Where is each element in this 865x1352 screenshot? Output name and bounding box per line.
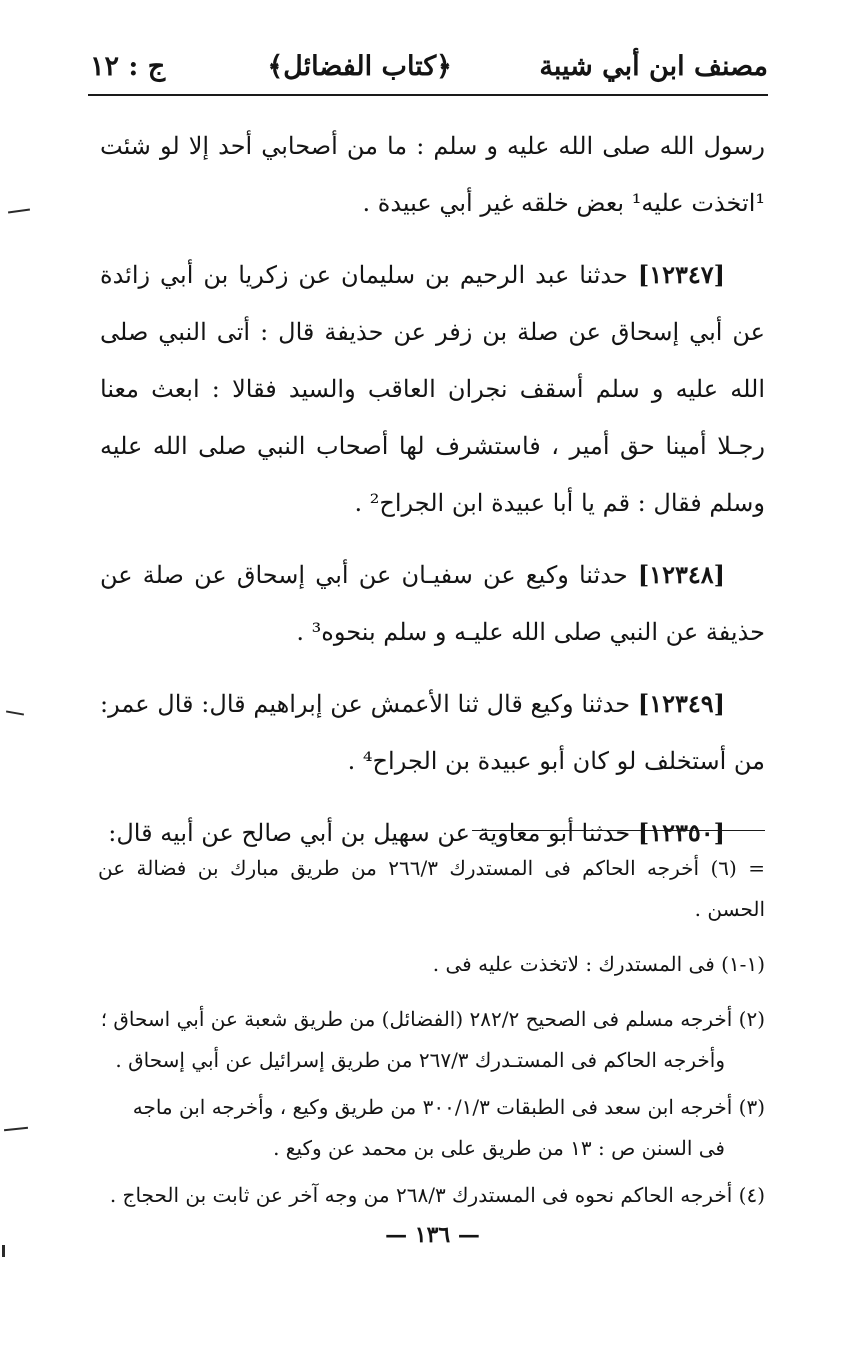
- footnote-2-line-2: وأخرجه الحاكم فى المستـدرك ٢٦٧/٣ من طريق إسرائيل عن أبي إسحاق .: [115, 1048, 725, 1072]
- hadith-text: حدثنا وكيع قال ثنا الأعمش عن إبراهيم قال: قال عمر: من أستخلف لو كان أبو عبيدة بن الجراح⁴ .: [100, 690, 765, 775]
- footnote-continued: = (٦) أخرجه الحاكم فى المستدرك ٢٦٦/٣ من طريق مبارك بن فضالة عن الحسن .: [98, 856, 766, 921]
- hadith-number: [١٢٣٤٩]: [637, 689, 725, 718]
- footnote-3-line-1: (٣) أخرجه ابن سعد فى الطبقات ٣٠٠/١/٣ من طريق وكيع ، وأخرجه ابن ماجه: [132, 1095, 765, 1119]
- footnote-3-line-2: فى السنن ص : ١٣ من طريق على بن محمد عن وكيع .: [273, 1136, 725, 1160]
- header-divider: [88, 94, 768, 96]
- footnotes: [98, 848, 765, 1230]
- scan-speck: [4, 1127, 28, 1131]
- hadith-text: حدثنا عبد الرحيم بن سليمان عن زكريا بن أبي زائدة عن أبي إسحاق عن صلة بن زفر عن حذيفة قال : أتى النبي صلى الله عليه و سلم أسقف نجران العاقب والسيد فقالا : ابعث معنا رجـلا أمينا حق أمير ، فاستشرف لها أصحاب النبي صلى الله عليه وسلم فقال : قم يا أبا عبيدة ابن الجراح² .: [100, 261, 765, 517]
- main-text: [100, 118, 765, 876]
- footnote-3: [98, 1087, 765, 1169]
- book-title: مصنف ابن أبي شيبة: [539, 50, 768, 82]
- page-number: — ١٣٦ —: [385, 1222, 480, 1248]
- volume-number: ج : ١٢: [90, 50, 166, 82]
- hadith-number: [١٢٣٤٨]: [637, 560, 725, 589]
- hadith-text: حدثنا أبو معاوية عن سهيل بن أبي صالح عن أبيه قال:: [108, 819, 631, 847]
- footnote-4: (٤) أخرجه الحاكم نحوه فى المستدرك ٢٦٨/٣ من وجه آخر عن ثابت بن الحجاج .: [109, 1183, 765, 1207]
- hadith-12349: [100, 675, 765, 790]
- hadith-12348: [100, 546, 765, 661]
- footnote-divider: [472, 830, 765, 831]
- scan-speck: [6, 710, 24, 715]
- chapter-title: ﴿كتاب الفضائل﴾: [267, 50, 453, 82]
- scan-speck: [8, 208, 30, 213]
- scan-speck: [2, 1245, 5, 1257]
- continued-paragraph: رسول الله صلى الله عليه و سلم : ما من أصحابي أحد إلا لو شئت ¹اتخذت عليه¹ بعض خلقه غير أبي عبيدة .: [100, 132, 765, 217]
- running-header: [90, 38, 768, 94]
- hadith-number: [١٢٣٥٠]: [637, 818, 725, 847]
- hadith-12347: [100, 246, 765, 532]
- hadith-text: حدثنا وكيع عن سفيـان عن أبي إسحاق عن صلة عن حذيفة عن النبي صلى الله عليـه و سلم بنحوه³ .: [100, 561, 765, 646]
- footnote-2: [98, 999, 765, 1081]
- footnote-1: (١-١) فى المستدرك : لاتخذت عليه فى .: [432, 952, 765, 976]
- footnote-2-line-1: (٢) أخرجه مسلم فى الصحيح ٢٨٢/٢ (الفضائل) من طريق شعبة عن أبي اسحاق ؛: [100, 1007, 765, 1031]
- hadith-number: [١٢٣٤٧]: [637, 260, 725, 289]
